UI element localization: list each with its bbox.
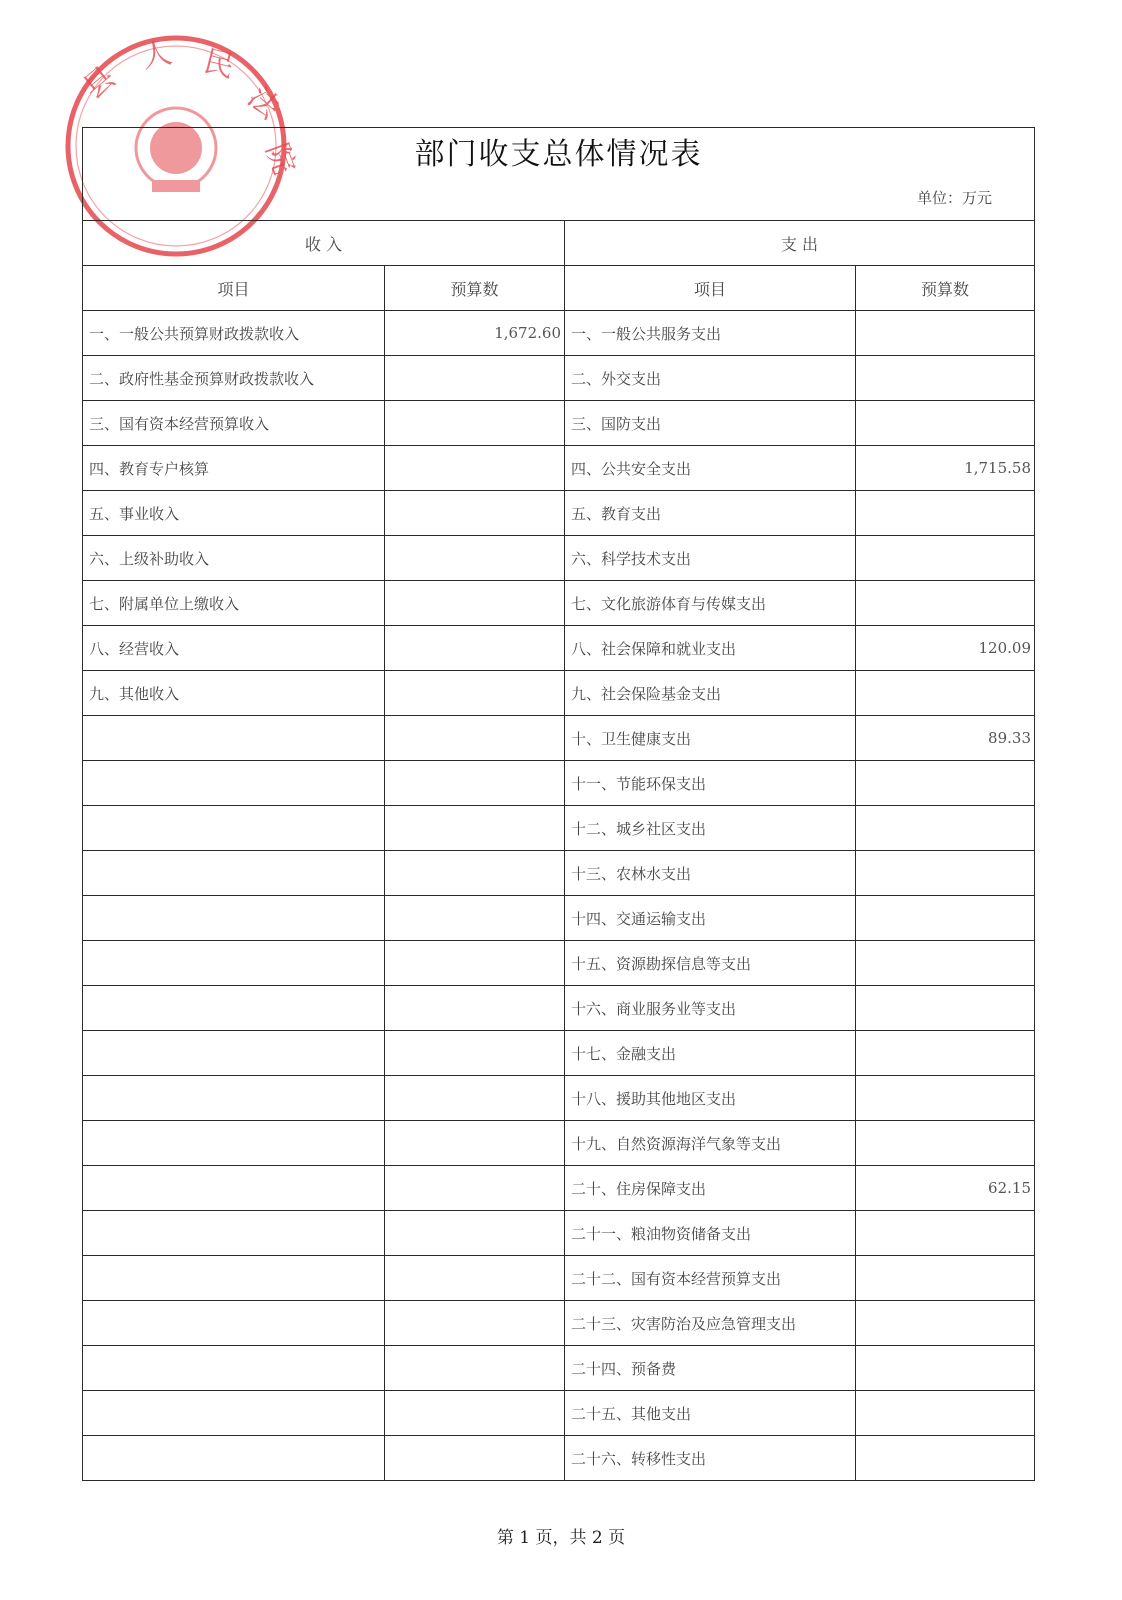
expense-amount-cell bbox=[856, 1301, 1035, 1346]
expense-item-cell: 二十六、转移性支出 bbox=[565, 1436, 856, 1481]
table-row bbox=[83, 941, 1035, 986]
expense-amount-cell bbox=[856, 1391, 1035, 1436]
expense-amount-cell bbox=[856, 356, 1035, 401]
income-amount-cell bbox=[385, 401, 565, 446]
unit-label: 单位：万元 bbox=[83, 175, 1035, 221]
table-row bbox=[83, 851, 1035, 896]
expense-item-cell: 十九、自然资源海洋气象等支出 bbox=[565, 1121, 856, 1166]
income-amount-cell bbox=[385, 1391, 565, 1436]
income-item-cell: 三、国有资本经营预算收入 bbox=[83, 401, 385, 446]
expense-amount-cell: 120.09 bbox=[856, 626, 1035, 671]
expense-amount-cell bbox=[856, 986, 1035, 1031]
table-title: 部门收支总体情况表 bbox=[83, 128, 1035, 175]
income-amount-cell bbox=[385, 671, 565, 716]
expense-item-cell: 二十三、灾害防治及应急管理支出 bbox=[565, 1301, 856, 1346]
expense-item-cell: 三、国防支出 bbox=[565, 401, 856, 446]
expense-item-cell: 七、文化旅游体育与传媒支出 bbox=[565, 581, 856, 626]
table-row bbox=[83, 1256, 1035, 1301]
income-amount-cell bbox=[385, 986, 565, 1031]
table-row bbox=[83, 1436, 1035, 1481]
expense-amount-cell bbox=[856, 851, 1035, 896]
expense-amount-cell bbox=[856, 1031, 1035, 1076]
income-amount-cell bbox=[385, 1436, 565, 1481]
income-amount-cell bbox=[385, 1166, 565, 1211]
page-number-footer: 第 1 页，共 2 页 bbox=[496, 1528, 626, 1548]
expense-amount-cell: 62.15 bbox=[856, 1166, 1035, 1211]
income-item-cell bbox=[83, 1076, 385, 1121]
expense-item-cell: 十六、商业服务业等支出 bbox=[565, 986, 856, 1031]
expense-group-header: 支 出 bbox=[565, 221, 1035, 266]
expense-item-cell: 六、科学技术支出 bbox=[565, 536, 856, 581]
income-item-cell bbox=[83, 761, 385, 806]
table-row bbox=[83, 1031, 1035, 1076]
expense-amount-cell: 1,715.58 bbox=[856, 446, 1035, 491]
expense-item-cell: 二十二、国有资本经营预算支出 bbox=[565, 1256, 856, 1301]
svg-text:民: 民 bbox=[200, 43, 238, 86]
table-row bbox=[83, 896, 1035, 941]
expense-item-cell: 二十四、预备费 bbox=[565, 1346, 856, 1391]
income-item-cell: 二、政府性基金预算财政拨款收入 bbox=[83, 356, 385, 401]
expense-amount-cell bbox=[856, 806, 1035, 851]
income-amount-cell bbox=[385, 806, 565, 851]
expense-item-cell: 十二、城乡社区支出 bbox=[565, 806, 856, 851]
income-item-cell: 五、事业收入 bbox=[83, 491, 385, 536]
income-item-cell bbox=[83, 851, 385, 896]
table-row bbox=[83, 491, 1035, 536]
expense-item-cell: 十八、援助其他地区支出 bbox=[565, 1076, 856, 1121]
expense-item-column-header: 项目 bbox=[565, 266, 856, 311]
expense-item-cell: 一、一般公共服务支出 bbox=[565, 311, 856, 356]
expense-item-cell: 十七、金融支出 bbox=[565, 1031, 856, 1076]
income-item-cell: 八、经营收入 bbox=[83, 626, 385, 671]
income-item-cell bbox=[83, 1256, 385, 1301]
expense-item-cell: 十三、农林水支出 bbox=[565, 851, 856, 896]
table-row bbox=[83, 1346, 1035, 1391]
income-item-cell bbox=[83, 806, 385, 851]
income-item-cell bbox=[83, 896, 385, 941]
table-row bbox=[83, 986, 1035, 1031]
income-amount-cell bbox=[385, 446, 565, 491]
income-item-cell: 九、其他收入 bbox=[83, 671, 385, 716]
expense-amount-cell bbox=[856, 1346, 1035, 1391]
income-item-cell bbox=[83, 986, 385, 1031]
svg-text:县: 县 bbox=[76, 60, 123, 107]
expense-amount-cell bbox=[856, 581, 1035, 626]
table-row bbox=[83, 671, 1035, 716]
income-item-cell bbox=[83, 1346, 385, 1391]
expense-item-cell: 十、卫生健康支出 bbox=[565, 716, 856, 761]
income-item-cell bbox=[83, 1211, 385, 1256]
expense-amount-cell bbox=[856, 896, 1035, 941]
table-row bbox=[83, 311, 1035, 356]
expense-amount-cell bbox=[856, 1211, 1035, 1256]
income-amount-column-header: 预算数 bbox=[385, 266, 565, 311]
expense-item-cell: 九、社会保险基金支出 bbox=[565, 671, 856, 716]
income-item-column-header: 项目 bbox=[83, 266, 385, 311]
table-row bbox=[83, 356, 1035, 401]
income-amount-cell bbox=[385, 1211, 565, 1256]
income-amount-cell bbox=[385, 536, 565, 581]
income-amount-cell bbox=[385, 581, 565, 626]
income-amount-cell bbox=[385, 851, 565, 896]
income-item-cell: 六、上级补助收入 bbox=[83, 536, 385, 581]
income-item-cell: 一、一般公共预算财政拨款收入 bbox=[83, 311, 385, 356]
table-row bbox=[83, 716, 1035, 761]
expense-amount-cell bbox=[856, 761, 1035, 806]
expense-amount-cell bbox=[856, 311, 1035, 356]
table-row bbox=[83, 1166, 1035, 1211]
expense-amount-cell bbox=[856, 1076, 1035, 1121]
income-group-header: 收 入 bbox=[83, 221, 565, 266]
expense-amount-column-header: 预算数 bbox=[856, 266, 1035, 311]
income-item-cell bbox=[83, 1166, 385, 1211]
income-amount-cell: 1,672.60 bbox=[385, 311, 565, 356]
expense-amount-cell: 89.33 bbox=[856, 716, 1035, 761]
expense-amount-cell bbox=[856, 536, 1035, 581]
expense-item-cell: 四、公共安全支出 bbox=[565, 446, 856, 491]
income-item-cell bbox=[83, 1436, 385, 1481]
table-row bbox=[83, 626, 1035, 671]
income-item-cell bbox=[83, 1031, 385, 1076]
income-amount-cell bbox=[385, 761, 565, 806]
income-amount-cell bbox=[385, 1256, 565, 1301]
income-amount-cell bbox=[385, 1346, 565, 1391]
expense-amount-cell bbox=[856, 1436, 1035, 1481]
expense-amount-cell bbox=[856, 671, 1035, 716]
income-amount-cell bbox=[385, 356, 565, 401]
income-amount-cell bbox=[385, 1121, 565, 1166]
svg-text:法: 法 bbox=[240, 79, 287, 127]
income-item-cell: 四、教育专户核算 bbox=[83, 446, 385, 491]
expense-item-cell: 十五、资源勘探信息等支出 bbox=[565, 941, 856, 986]
table-row bbox=[83, 761, 1035, 806]
income-amount-cell bbox=[385, 626, 565, 671]
table-row bbox=[83, 581, 1035, 626]
table-row bbox=[83, 1076, 1035, 1121]
table-row bbox=[83, 446, 1035, 491]
expense-amount-cell bbox=[856, 491, 1035, 536]
expense-item-cell: 二、外交支出 bbox=[565, 356, 856, 401]
expense-item-cell: 二十一、粮油物资储备支出 bbox=[565, 1211, 856, 1256]
table-row bbox=[83, 401, 1035, 446]
table-row bbox=[83, 806, 1035, 851]
budget-summary-table bbox=[82, 127, 1035, 1481]
income-amount-cell bbox=[385, 1301, 565, 1346]
income-item-cell bbox=[83, 716, 385, 761]
table-row bbox=[83, 1211, 1035, 1256]
income-amount-cell bbox=[385, 1076, 565, 1121]
expense-amount-cell bbox=[856, 401, 1035, 446]
expense-item-cell: 八、社会保障和就业支出 bbox=[565, 626, 856, 671]
expense-item-cell: 二十五、其他支出 bbox=[565, 1391, 856, 1436]
table-row bbox=[83, 1391, 1035, 1436]
expense-amount-cell bbox=[856, 1256, 1035, 1301]
expense-amount-cell bbox=[856, 941, 1035, 986]
expense-item-cell: 二十、住房保障支出 bbox=[565, 1166, 856, 1211]
table-row bbox=[83, 1301, 1035, 1346]
income-item-cell bbox=[83, 1121, 385, 1166]
svg-text:人: 人 bbox=[138, 35, 176, 76]
income-item-cell bbox=[83, 941, 385, 986]
income-amount-cell bbox=[385, 896, 565, 941]
income-amount-cell bbox=[385, 941, 565, 986]
table-row bbox=[83, 536, 1035, 581]
table-row bbox=[83, 1121, 1035, 1166]
expense-item-cell: 十四、交通运输支出 bbox=[565, 896, 856, 941]
income-item-cell bbox=[83, 1301, 385, 1346]
expense-item-cell: 十一、节能环保支出 bbox=[565, 761, 856, 806]
income-amount-cell bbox=[385, 491, 565, 536]
svg-text:院: 院 bbox=[258, 138, 302, 179]
expense-amount-cell bbox=[856, 1121, 1035, 1166]
income-amount-cell bbox=[385, 716, 565, 761]
income-item-cell bbox=[83, 1391, 385, 1436]
expense-item-cell: 五、教育支出 bbox=[565, 491, 856, 536]
income-item-cell: 七、附属单位上缴收入 bbox=[83, 581, 385, 626]
income-amount-cell bbox=[385, 1031, 565, 1076]
